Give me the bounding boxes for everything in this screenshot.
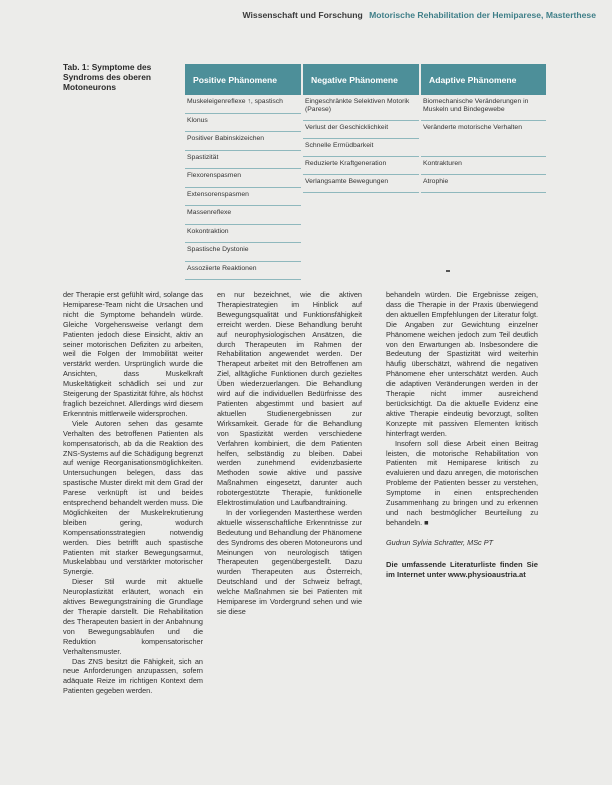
table-header-positive: Positive Phänomene (185, 64, 301, 95)
table-cell: Veränderte motorische Verhalten (421, 121, 546, 157)
table-cell: Massenreflexe (185, 206, 301, 225)
table-column-negative (303, 64, 419, 193)
section-title: Wissenschaft und Forschung (242, 10, 363, 20)
table-cell: Verlangsamte Bewegungen (303, 175, 419, 193)
literature-note: Die umfassende Literaturliste finden Sie im Internet unter www.physioaustria.at (386, 559, 538, 579)
table-cell: Eingeschränkte Selektiven Motorik (Parese) (303, 95, 419, 121)
paragraph: der Therapie erst gefühlt wird, solange das Hemiparese-Team nicht die Ursachen und nicht die Symptome behandeln würde. Gleiche Vorgehensweise verlangt dem Patienten jedoch diese Einsicht, aktiv an seiner motorischen Defiziten zu arbeiten, weil die Folgen der Immobilität weiter verstärkt werden. Ursprünglich wurde die Ansichten, dass Muskelkraft Muskeltätigkeit schädlich sei und zur Steigerung der Spastizität führe, als höchst fraglich bezeichnet. Allerdings wird diesem Erkenntnis mittlerweile widersprochen. (63, 290, 203, 418)
table-header-negative: Negative Phänomene (303, 64, 419, 95)
table-cell: Spastizität (185, 151, 301, 170)
page-header (243, 10, 597, 20)
table-cell: Verlust der Geschicklichkeit (303, 121, 419, 139)
table-cell: Muskeleigenreflexe ↑, spastisch (185, 95, 301, 114)
table-cell: Biomechanische Veränderungen in Muskeln und Bindegewebe (421, 95, 546, 121)
paragraph: Viele Autoren sehen das gesamte Verhalten des betroffenen Patienten als kompensatorisch, ab da die Reaktion des ZNS-Systems auf die Schädigung begrenzt auf wenige Reorganisationsmöglichkeiten. Untersuchungen belegen, dass das spastische Muster direkt mit dem Grad der Parese verknüpft ist und beides entsprechend behandelt werden muss. Die Möglichkeiten der Muskelrekrutierung bleiben gering, wodurch Kompensationsstrategien notwendig werden. Dies betrifft auch spastische Patienten mit starker Bewegungsarmut, Muskelabbau und verstärkter motorischer Synergie. (63, 418, 203, 577)
table-column-adaptive (421, 64, 546, 193)
table-column-positive (185, 64, 301, 280)
text-column-3 (386, 290, 538, 580)
author-line: Gudrun Sylvia Schratter, MSc PT (386, 537, 494, 547)
paragraph: en nur bezeichnet, wie die aktiven Therapiestrategien im Hinblick auf Bewegungsqualität und Funktionsfähigkeit erreicht werden. Diese Behandlung beruht auf neurophysiologischen Ansätzen, die durch Therapeuten im Rahmen der Rehabilitation angewendet werden. Der Therapeut arbeitet mit den Betroffenen am Ziel, alltägliche Funktionen durch gezieltes Üben wiederzuerlangen. Die Behandlung wird auf die individuellen Bedürfnisse des Patienten abgestimmt und basiert auf aktuellen Studienergebnissen zur Wirksamkeit. Gerade für die Behandlung von Spastizität werden verschiedene Verfahren kombiniert, die dem Patienten helfen, selbständig zu bleiben. Dabei werden zunehmend evidenzbasierte Methoden sowie aktive und passive Maßnahmen eingesetzt, darunter auch robotergestützte Therapie, funktionelle Elektrostimulation und Laufbandtraining. (217, 290, 362, 508)
paragraph: Dieser Stil wurde mit aktuelle Neuroplastizität erläutert, wonach ein aktives Bewegungstraining die Grundlage der Therapie darstellt. Die Rehabilitation des Therapeuten basiert in der Anbahnung von Bewegungsabläufen und die Reduktion kompensatorischer Verhaltensmuster. (63, 577, 203, 656)
table-cell: Assoziierte Reaktionen (185, 262, 301, 281)
table-cell: Kontrakturen (421, 157, 546, 175)
table-cell: Positiver Babinskizeichen (185, 132, 301, 151)
table-cell: Atrophie (421, 175, 546, 193)
table-cell: Klonus (185, 114, 301, 133)
page-mark (446, 270, 450, 272)
text-column-2 (217, 290, 362, 617)
table-cell: Reduzierte Kraftgeneration (303, 157, 419, 175)
paragraph: Das ZNS besitzt die Fähigkeit, sich an neue Anforderungen anzupassen, sofern adäquate Reize im richtigen Kontext dem Patienten gegeben werden. (63, 656, 203, 696)
table-caption: Tab. 1: Symptome des Syndroms des oberen Motoneurons (63, 62, 152, 93)
paragraph: behandeln würden. Die Ergebnisse zeigen, dass die Therapie in der Praxis überwiegend den aktuellen Empfehlungen der Literatur folgt. Die Angaben zur Gewichtung einzelner Phänomene weichen jedoch zum Teil deutlich von den Erwartungen ab. Insbesondere die Bedeutung der Spastizität wird weiterhin häufig überschätzt, während die negativen Phänomene eher unterschätzt werden. Auch die adaptiven Veränderungen werden in der Therapie nicht immer ausreichend berücksichtigt. Da die aktuelle Evidenz eine aktive Therapie eindeutig bevorzugt, sollten Konzepte mit passiven Elementen kritisch hinterfragt werden. (386, 290, 538, 438)
table-cell: Extensorenspasmen (185, 188, 301, 207)
text-column-1 (63, 290, 203, 696)
table-header-adaptive: Adaptive Phänomene (421, 64, 546, 95)
paragraph: Insofern soll diese Arbeit einen Beitrag leisten, die motorische Rehabilitation von Patienten mit Hemiparese kritisch zu evaluieren und dazu anregen, die motorischen Probleme der Patienten besser zu verstehen, Symptome in einen entsprechenden Zusammenhang zu bringen und zu erkennen und nach bestmöglicher Beurteilung zu behandeln. ■ (386, 438, 538, 527)
article-topic: Motorische Rehabilitation der Hemiparese, Masterthese (369, 10, 596, 20)
table-cell: Schnelle Ermüdbarkeit (303, 139, 419, 157)
table-cell: Spastische Dystonie (185, 243, 301, 262)
paragraph: In der vorliegenden Masterthese werden aktuelle wissenschaftliche Erkenntnisse zur Bedeutung und Behandlung der Phänomene des Syndroms des oberen Motoneurons und Meinungen von neurologisch tätigen Therapeuten gegenübergestellt. Dazu wurden Therapeuten aus Österreich, Deutschland und der Schweiz befragt, welche Maßnahmen sie bei Patienten mit Hemiparese im Vordergrund sehen und wie sie diese (217, 507, 362, 616)
table-cell: Flexorenspasmen (185, 169, 301, 188)
table-cell: Kokontraktion (185, 225, 301, 244)
